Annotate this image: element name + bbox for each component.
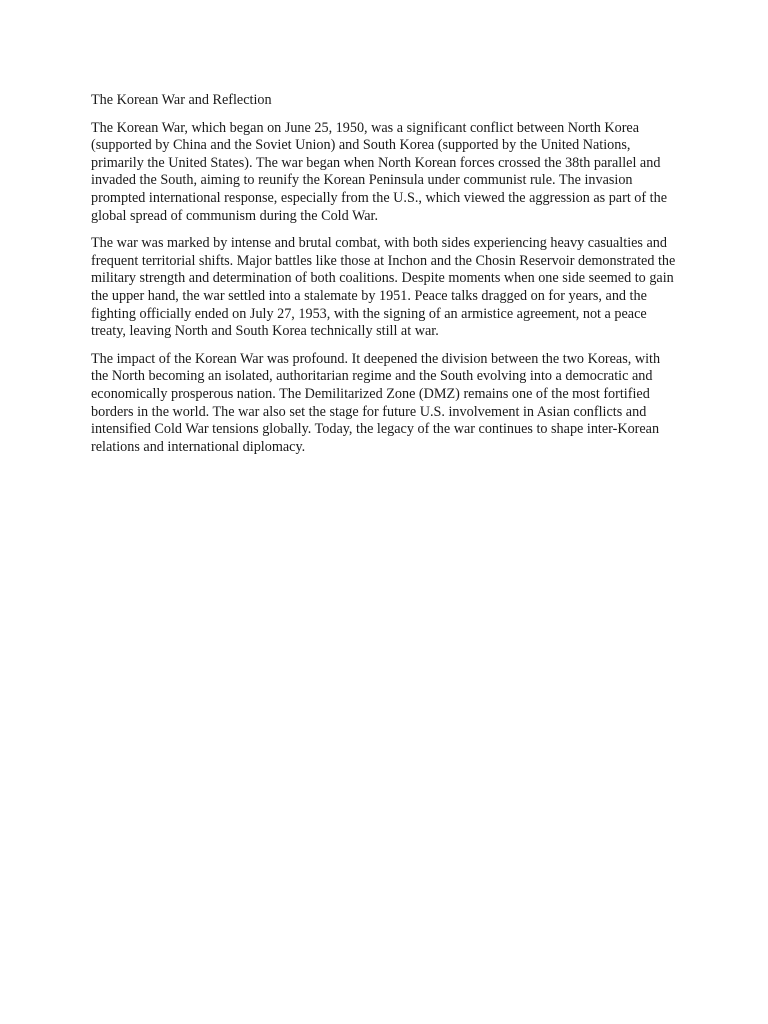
paragraph-3: The impact of the Korean War was profound. It deepened the division between the two Koreas, with the North becoming an isolated, authoritarian regime and the South evolving into a democratic and economically prosperous nation. The Demilitarized Zone (DMZ) remains one of the most fortified borders in the world. The war also set the stage for future U.S. involvement in Asian conflicts and intensified Cold War tensions globally. Today, the legacy of the war continues to shape inter-Korean relations and international diplomacy. (91, 350, 661, 455)
paragraph-2: The war was marked by intense and brutal combat, with both sides experiencing heavy casualties and frequent territorial shifts. Major battles like those at Inchon and the Chosin Reservoir demonstrated the military strength and determination of both coalitions. Despite moments when one side seemed to gain the upper hand, the war settled into a stalemate by 1951. Peace talks dragged on for years, and the fighting officially ended on July 27, 1953, with the signing of an armistice agreement, not a peace treaty, leaving North and South Korea technically still at war. (91, 235, 676, 340)
paragraph-1: The Korean War, which began on June 25, 1950, was a significant conflict between North Korea (supported by China and the Soviet Union) and South Korea (supported by the United Nations, primarily the United States). The war began when North Korean forces crossed the 38th parallel and invaded the South, aiming to reunify the Korean Peninsula under communist rule. The invasion prompted international response, especially from the U.S., which viewed the aggression as part of the global spread of communism during the Cold War. (91, 119, 668, 224)
document-title: The Korean War and Reflection (91, 92, 272, 108)
document-body (91, 92, 677, 466)
